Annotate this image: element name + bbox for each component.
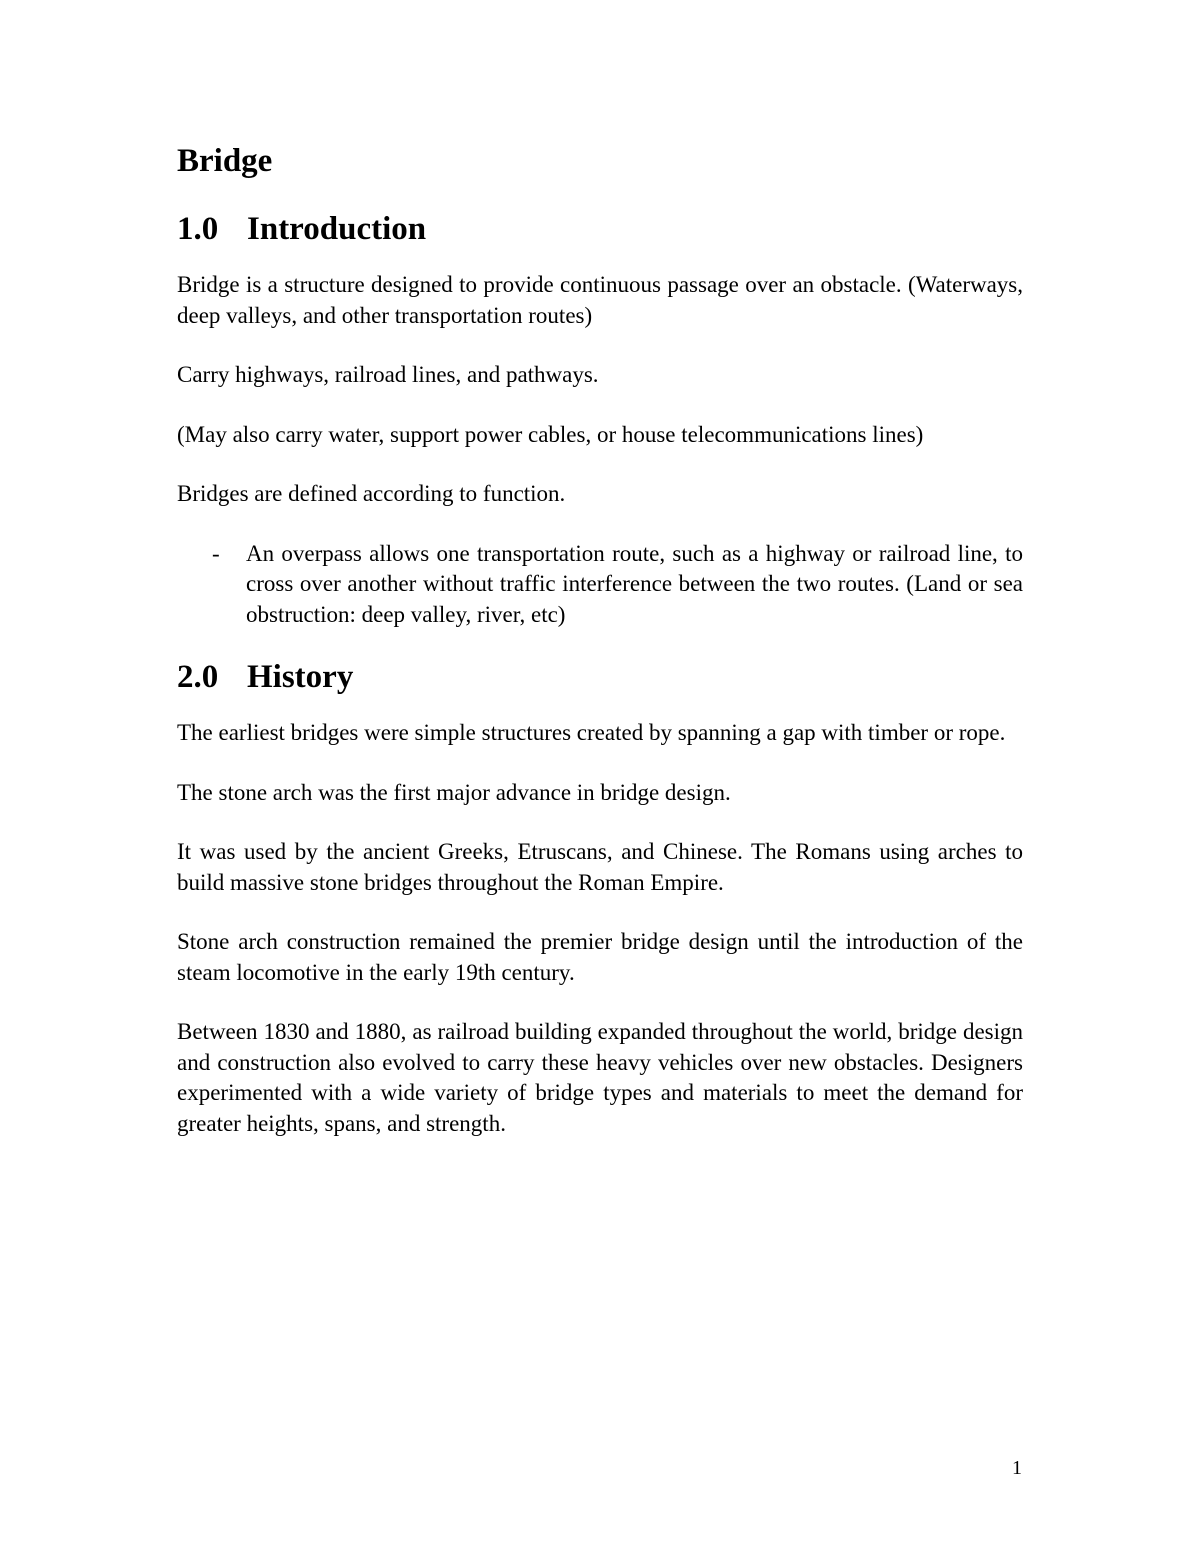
paragraph: (May also carry water, support power cables, or house telecommunications lines) — [177, 421, 924, 447]
paragraph: It was used by the ancient Greeks, Etruscans, and Chinese. The Romans using arches to build massive stone bridges throughout the Roman Empire. — [177, 839, 1023, 895]
paragraph: Between 1830 and 1880, as railroad building expanded throughout the world, bridge design and construction also evolved to carry these heavy vehicles over new obstacles. Designers experimented with a wide variety of bridge types and materials to meet the demand for greater heights, spans, and strength. — [177, 1019, 1023, 1136]
paragraph: The earliest bridges were simple structures created by spanning a gap with timber or rope. — [177, 720, 1006, 745]
document-body — [177, 138, 1023, 1139]
section-number: 2.0 — [177, 659, 219, 695]
bullet-item — [177, 539, 1023, 631]
bullet-marker: - — [212, 540, 220, 566]
paragraph: The stone arch was the first major advance in bridge design. — [177, 779, 731, 805]
paragraph: Bridges are defined according to function. — [177, 481, 566, 506]
section-heading-introduction — [177, 206, 1023, 252]
section-heading-history — [177, 654, 1023, 700]
bullet-text: An overpass allows one transportation route, such as a highway or railroad line, to cross over another without traffic interference between the two routes. (Land or sea obstruction: deep valley, river, etc) — [246, 540, 1023, 627]
paragraph: Stone arch construction remained the premier bridge design until the introduction of the steam locomotive in the early 19th century. — [177, 929, 1023, 985]
section-title: Introduction — [247, 211, 427, 247]
section-number: 1.0 — [177, 211, 219, 247]
document-title: Bridge — [177, 143, 273, 179]
page-number: 1 — [1012, 1457, 1022, 1479]
section-title: History — [247, 659, 354, 695]
paragraph: Carry highways, railroad lines, and pathways. — [177, 362, 599, 387]
paragraph: Bridge is a structure designed to provide continuous passage over an obstacle. (Waterways, deep valleys, and other transportation routes) — [177, 272, 1023, 328]
